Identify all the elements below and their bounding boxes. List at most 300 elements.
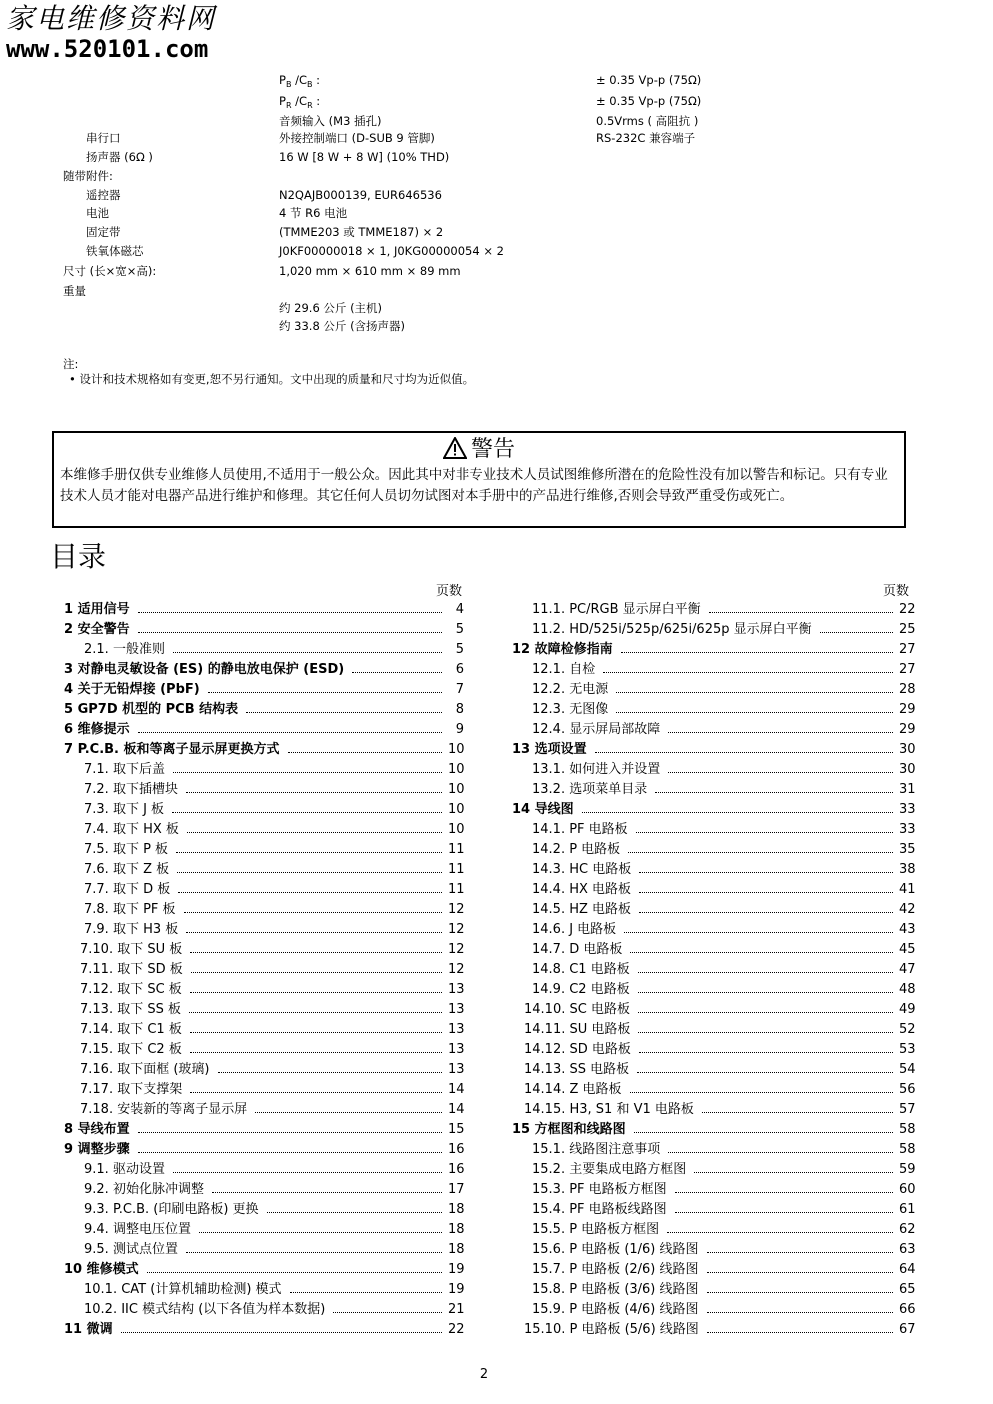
toc-entry[interactable] [512,1260,915,1280]
toc-entry[interactable] [64,1260,464,1280]
toc-entry-page: 62 [899,1222,916,1237]
toc-leader-dots [176,852,442,853]
toc-entry[interactable] [64,720,464,740]
toc-entry[interactable] [64,1160,464,1180]
toc-leader-dots [255,1112,442,1113]
toc-entry[interactable] [64,620,464,640]
spec-battery-name: 电池 [86,206,109,220]
spec-serial-name: 串行口 [86,131,121,145]
toc-entry-page: 11 [448,862,465,877]
toc-entry-label: 7.13. 取下 SS 板 [80,1002,181,1017]
spec-remote-name: 遥控器 [86,188,121,202]
toc-entry[interactable] [512,1080,915,1100]
toc-entry[interactable] [512,960,915,980]
toc-entry-label: 14.2. P 电路板 [532,842,621,857]
toc-leader-dots [707,1292,893,1293]
toc-leader-dots [668,1152,893,1153]
toc-entry[interactable] [512,1280,915,1300]
toc-entry-label: 14.13. SS 电路板 [524,1062,630,1077]
toc-entry[interactable] [512,1040,915,1060]
toc-entry[interactable] [64,1000,464,1020]
toc-entry[interactable] [64,820,464,840]
watermark-site-name: 家电维修资料网 [6,2,217,35]
toc-entry-label: 15.10. P 电路板 (5/6) 线路图 [524,1322,699,1337]
toc-right-column [512,600,915,1340]
spec-dimensions-name: 尺寸 (长×宽×高): [63,264,157,278]
spec-speaker-name: 扬声器 (6Ω ) [86,150,153,164]
toc-entry-page: 15 [448,1122,465,1137]
toc-entry-page: 21 [448,1302,465,1317]
spec-audio-label: 音频输入 (M3 插孔) [279,114,382,128]
toc-entry[interactable] [512,1220,915,1240]
toc-leader-dots [190,952,442,953]
toc-entry-label: 14.10. SC 电路板 [524,1002,630,1017]
toc-entry-label: 14.15. H3, S1 和 V1 电路板 [524,1102,694,1117]
toc-entry-label: 13.1. 如何进入并设置 [532,762,661,777]
toc-entry[interactable] [512,720,915,740]
toc-leader-dots [630,1092,893,1093]
watermark-logo [6,2,216,62]
toc-entry[interactable] [512,640,915,660]
toc-entry[interactable] [512,900,915,920]
toc-entry-page: 4 [455,602,464,617]
toc-entry-page: 65 [899,1282,916,1297]
toc-entry-page: 16 [448,1142,465,1157]
toc-leader-dots [675,1192,893,1193]
toc-entry-page: 64 [899,1262,916,1277]
toc-entry[interactable] [512,980,915,1000]
toc-entry[interactable] [64,700,464,720]
toc-leader-dots [707,1312,893,1313]
spec-band-name: 固定带 [86,225,121,239]
toc-leader-dots [630,952,893,953]
toc-leader-dots [638,1032,893,1033]
toc-leader-dots [191,972,442,973]
toc-entry[interactable] [64,640,464,660]
toc-leader-dots [186,792,442,793]
toc-leader-dots [616,692,893,693]
toc-entry-label: 7.1. 取下后盖 [84,762,165,777]
toc-entry[interactable] [512,680,915,700]
toc-entry-page: 30 [899,762,916,777]
toc-entry-page: 30 [899,742,916,757]
toc-leader-dots [138,1132,442,1133]
toc-entry-label: 14.12. SD 电路板 [524,1042,631,1057]
toc-entry-label: 10 维修模式 [64,1262,139,1277]
toc-leader-dots [636,832,893,833]
toc-entry-label: 5 GP7D 机型的 PCB 结构表 [64,702,239,717]
toc-entry[interactable] [64,660,464,680]
toc-entry[interactable] [64,1140,464,1160]
toc-entry-page: 33 [899,822,916,837]
toc-entry-label: 14.11. SU 电路板 [524,1022,631,1037]
toc-entry-page: 67 [899,1322,916,1337]
toc-leader-dots [655,792,893,793]
toc-entry-page: 11 [448,882,465,897]
toc-entry[interactable] [64,1200,464,1220]
toc-entry[interactable] [512,740,915,760]
toc-entry[interactable] [512,940,915,960]
toc-entry-label: 11 微调 [64,1322,113,1337]
toc-entry[interactable] [64,960,464,980]
toc-entry[interactable] [64,680,464,700]
toc-leader-dots [707,1252,893,1253]
toc-entry-label: 7.12. 取下 SC 板 [80,982,182,997]
toc-entry-page: 18 [448,1202,465,1217]
toc-entry-label: 12 故障检修指南 [512,642,613,657]
toc-leader-dots [707,1272,893,1273]
toc-entry-page: 22 [448,1322,465,1337]
toc-entry-page: 59 [899,1162,916,1177]
toc-entry[interactable] [512,600,915,620]
toc-entry-page: 8 [455,702,464,717]
toc-leader-dots [138,612,442,613]
toc-leader-dots [172,812,442,813]
toc-entry[interactable] [64,1040,464,1060]
toc-entry-page: 66 [899,1302,916,1317]
toc-entry[interactable] [64,900,464,920]
toc-entry-page: 38 [899,862,916,877]
toc-entry-page: 35 [899,842,916,857]
toc-leader-dots [288,752,442,753]
toc-entry-label: 7.11. 取下 SD 板 [80,962,183,977]
toc-entry-label: 7.10. 取下 SU 板 [80,942,183,957]
toc-entry[interactable] [64,600,464,620]
toc-entry[interactable] [64,1280,464,1300]
toc-entry-label: 7.16. 取下面框 (玻璃) [80,1062,210,1077]
toc-entry[interactable] [64,780,464,800]
toc-entry[interactable] [512,860,915,880]
toc-entry[interactable] [64,880,464,900]
toc-entry-page: 17 [448,1182,465,1197]
toc-leader-dots [352,672,442,673]
toc-entry[interactable] [512,1060,915,1080]
toc-entry-page: 29 [899,702,916,717]
toc-leader-dots [189,1012,442,1013]
toc-entry[interactable] [512,1200,915,1220]
toc-leader-dots [639,1052,893,1053]
toc-entry-label: 7.7. 取下 D 板 [84,882,171,897]
toc-leader-dots [138,632,442,633]
spec-serial-label: 外接控制端口 (D-SUB 9 管脚) [279,131,435,145]
toc-leader-dots [639,872,893,873]
toc-entry-page: 27 [899,662,916,677]
toc-entry-page: 13 [448,982,465,997]
toc-entry-label: 9.3. P.C.B. (印刷电路板) 更换 [84,1202,259,1217]
toc-entry-label: 7.14. 取下 C1 板 [80,1022,182,1037]
toc-entry-page: 10 [448,782,465,797]
spec-serial-value: RS-232C 兼容端子 [596,131,696,145]
spec-ferrite-name: 铁氧体磁芯 [86,244,144,258]
toc-leader-dots [290,1292,442,1293]
toc-entry[interactable] [64,760,464,780]
toc-leader-dots [634,1132,893,1133]
toc-entry-label: 15.9. P 电路板 (4/6) 线路图 [532,1302,699,1317]
toc-entry-page: 6 [455,662,464,677]
toc-entry[interactable] [512,800,915,820]
toc-entry-label: 7.4. 取下 HX 板 [84,822,179,837]
toc-entry-label: 15.7. P 电路板 (2/6) 线路图 [532,1262,699,1277]
spec-dimensions-label: 1,020 mm × 610 mm × 89 mm [279,264,461,278]
toc-leader-dots [820,632,893,633]
toc-leader-dots [668,732,893,733]
toc-entry[interactable] [512,1020,915,1040]
toc-entry-page: 56 [899,1082,916,1097]
toc-entry-label: 12.3. 无图像 [532,702,609,717]
toc-leader-dots [218,1072,443,1073]
toc-entry[interactable] [64,1220,464,1240]
toc-entry[interactable] [512,660,915,680]
toc-entry-page: 29 [899,722,916,737]
toc-entry-label: 14.9. C2 电路板 [532,982,630,997]
toc-entry-page: 18 [448,1222,465,1237]
toc-entry[interactable] [64,1100,464,1120]
toc-entry-page: 10 [448,742,465,757]
note-text: • 设计和技术规格如有变更,恕不另行通知。文中出现的质量和尺寸均为近似值。 [69,372,475,386]
toc-leader-dots [212,1192,442,1193]
toc-leader-dots [603,672,893,673]
toc-entry-page: 27 [899,642,916,657]
toc-entry[interactable] [64,920,464,940]
toc-leader-dots [173,652,442,653]
toc-leader-dots [694,1172,893,1173]
spec-band-label: (TMME203 或 TMME187) × 2 [279,225,444,239]
toc-entry-page: 42 [899,902,916,917]
toc-entry-label: 9.5. 测试点位置 [84,1242,178,1257]
toc-entry-label: 14.3. HC 电路板 [532,862,632,877]
watermark-url: www.520101.com [6,35,209,63]
toc-entry-label: 13.2. 选项菜单目录 [532,782,648,797]
toc-leader-dots [173,1172,442,1173]
toc-entry-page: 12 [448,902,465,917]
toc-entry-label: 2.1. 一般准则 [84,642,165,657]
toc-leader-dots [595,752,893,753]
toc-entry-label: 14.7. D 电路板 [532,942,623,957]
spec-battery-label: 4 节 R6 电池 [279,206,348,220]
toc-entry-page: 60 [899,1182,916,1197]
warning-text: 本维修手册仅供专业维修人员使用,不适用于一般公众。因此其中对非专业技术人员试图维修所潜在的危险性没有加以警告和标记。只有专业技术人员才能对电器产品进行维护和修理。其它任何人员切勿试图对本手册中的产品进行维修,否则会导致严重受伤或死亡。 [60,467,888,504]
toc-leader-dots [190,992,442,993]
toc-entry-label: 14.6. J 电路板 [532,922,617,937]
toc-entry[interactable] [512,700,915,720]
toc-entry-label: 6 维修提示 [64,722,130,737]
toc-entry-page: 54 [899,1062,916,1077]
toc-entry[interactable] [512,1140,915,1160]
warning-title [54,437,904,463]
toc-entry-label: 8 导线布置 [64,1122,130,1137]
toc-entry-page: 16 [448,1162,465,1177]
toc-leader-dots [186,932,442,933]
toc-entry-label: 9.4. 调整电压位置 [84,1222,191,1237]
toc-entry[interactable] [512,760,915,780]
toc-leader-dots [190,1052,442,1053]
toc-leader-dots [184,912,442,913]
spec-remote-label: N2QAJB000139, EUR646536 [279,188,442,202]
toc-entry-label: 14.14. Z 电路板 [524,1082,622,1097]
toc-entry-label: 7.5. 取下 P 板 [84,842,169,857]
toc-leader-dots [616,712,893,713]
toc-leader-dots [637,1072,893,1073]
toc-entry-page: 19 [448,1282,465,1297]
toc-entry[interactable] [512,920,915,940]
toc-entry-label: 15.4. PF 电路板线路图 [532,1202,667,1217]
toc-leader-dots [138,1152,442,1153]
toc-entry[interactable] [64,800,464,820]
toc-entry-label: 15 方框图和线路图 [512,1122,626,1137]
toc-entry-page: 33 [899,802,916,817]
spec-accessories-name: 随带附件: [63,169,113,183]
toc-entry[interactable] [64,940,464,960]
toc-leader-dots [638,992,893,993]
toc-entry[interactable] [512,620,915,640]
toc-entry[interactable] [64,1240,464,1260]
toc-entry[interactable] [512,820,915,840]
spec-pr-value: ± 0.35 Vp-p (75Ω) [596,94,702,108]
toc-entry[interactable] [64,1320,464,1340]
toc-entry[interactable] [64,740,464,760]
spec-weight-main: 约 29.6 公斤 (主机) [279,301,383,315]
toc-leader-dots [628,852,893,853]
toc-entry-label: 9.2. 初始化脉冲调整 [84,1182,204,1197]
toc-leader-dots [121,1332,442,1333]
toc-entry-label: 7.3. 取下 J 板 [84,802,165,817]
toc-entry-page: 13 [448,1062,465,1077]
toc-entry-label: 14 导线图 [512,802,574,817]
toc-entry-page: 10 [448,762,465,777]
toc-entry[interactable] [64,860,464,880]
toc-entry-label: 15.2. 主要集成电路方框图 [532,1162,687,1177]
toc-entry-label: 15.5. P 电路板方框图 [532,1222,660,1237]
toc-entry[interactable] [512,1240,915,1260]
toc-entry-label: 10.1. CAT (计算机辅助检测) 模式 [84,1282,282,1297]
toc-entry[interactable] [64,1300,464,1320]
toc-leader-dots [177,872,442,873]
toc-entry-page: 12 [448,962,465,977]
toc-entry-label: 7.8. 取下 PF 板 [84,902,176,917]
toc-entry[interactable] [512,1300,915,1320]
toc-leader-dots [667,1232,893,1233]
warning-triangle-icon [443,437,467,459]
toc-entry-page: 22 [899,602,916,617]
toc-entry-page: 7 [455,682,464,697]
toc-entry-label: 9.1. 驱动设置 [84,1162,165,1177]
toc-entry[interactable] [64,1020,464,1040]
toc-entry-page: 18 [448,1242,465,1257]
toc-entry-page: 13 [448,1042,465,1057]
toc-entry[interactable] [512,1160,915,1180]
toc-leader-dots [246,712,442,713]
note-title: 注: [63,357,79,371]
toc-entry-label: 7.15. 取下 C2 板 [80,1042,182,1057]
toc-entry-label: 10.2. IIC 模式结构 (以下各值为样本数据) [84,1302,326,1317]
toc-leader-dots [675,1212,893,1213]
toc-entry-label: 7.17. 取下支撑架 [80,1082,183,1097]
toc-leader-dots [178,892,442,893]
toc-left-page-header: 页数 [436,584,463,599]
toc-leader-dots [333,1312,442,1313]
toc-entry-page: 25 [899,622,916,637]
toc-entry-page: 5 [455,622,464,637]
toc-entry[interactable] [512,1000,915,1020]
toc-entry-label: 12.4. 显示屏局部故障 [532,722,661,737]
toc-leader-dots [267,1212,442,1213]
toc-entry-label: 14.8. C1 电路板 [532,962,630,977]
toc-entry-page: 19 [448,1262,465,1277]
toc-entry-page: 43 [899,922,916,937]
toc-entry-label: 7.6. 取下 Z 板 [84,862,170,877]
toc-entry-label: 12.1. 自检 [532,662,596,677]
toc-entry-page: 14 [448,1102,465,1117]
toc-entry-label: 7.9. 取下 H3 板 [84,922,179,937]
toc-entry[interactable] [512,1120,915,1140]
toc-entry-page: 49 [899,1002,916,1017]
spec-speaker-label: 16 W [8 W + 8 W] (10% THD) [279,150,450,164]
toc-entry-label: 7 P.C.B. 板和等离子显示屏更换方式 [64,742,280,757]
toc-entry-page: 47 [899,962,916,977]
toc-leader-dots [707,1332,893,1333]
toc-entry[interactable] [512,840,915,860]
toc-entry-page: 12 [448,922,465,937]
toc-entry-page: 58 [899,1142,916,1157]
toc-entry-label: 7.2. 取下插槽块 [84,782,178,797]
toc-entry-page: 58 [899,1122,916,1137]
toc-leader-dots [638,1012,893,1013]
toc-entry[interactable] [512,880,915,900]
toc-leader-dots [199,1232,442,1233]
toc-leader-dots [709,612,893,613]
toc-entry-label: 13 选项设置 [512,742,587,757]
toc-entry[interactable] [64,1080,464,1100]
toc-leader-dots [621,652,893,653]
toc-entry-page: 10 [448,822,465,837]
toc-entry-page: 11 [448,842,465,857]
toc-entry-label: 12.2. 无电源 [532,682,609,697]
toc-entry[interactable] [64,840,464,860]
toc-entry-label: 1 适用信号 [64,602,130,617]
toc-entry[interactable] [64,1060,464,1080]
toc-entry-page: 5 [455,642,464,657]
toc-entry-page: 52 [899,1022,916,1037]
toc-entry-page: 31 [899,782,916,797]
toc-entry-label: 3 对静电灵敏设备 (ES) 的静电放电保护 (ESD) [64,662,345,677]
toc-entry-label: 15.3. PF 电路板方框图 [532,1182,667,1197]
toc-entry-label: 2 安全警告 [64,622,130,637]
toc-entry-label: 15.6. P 电路板 (1/6) 线路图 [532,1242,699,1257]
toc-entry-page: 45 [899,942,916,957]
toc-right-page-header: 页数 [883,584,910,599]
toc-leader-dots [138,732,442,733]
toc-left-column [64,600,464,1340]
toc-entry-page: 10 [448,802,465,817]
toc-leader-dots [639,912,893,913]
toc-entry-page: 63 [899,1242,916,1257]
toc-entry[interactable] [512,1320,915,1340]
toc-entry[interactable] [64,1180,464,1200]
spec-audio-value: 0.5Vrms ( 高阻抗 ) [596,114,699,128]
toc-entry-page: 13 [448,1002,465,1017]
warning-box [52,431,906,528]
toc-entry[interactable] [512,780,915,800]
toc-entry-label: 9 调整步骤 [64,1142,130,1157]
toc-entry[interactable] [64,1120,464,1140]
toc-entry[interactable] [512,1100,915,1120]
toc-entry[interactable] [64,980,464,1000]
spec-ferrite-label: J0KF00000018 × 1, J0KG00000054 × 2 [279,244,504,258]
toc-entry[interactable] [512,1180,915,1200]
toc-entry-label: 15.8. P 电路板 (3/6) 线路图 [532,1282,699,1297]
toc-entry-label: 11.2. HD/525i/525p/625i/625p 显示屏白平衡 [532,622,812,637]
toc-leader-dots [702,1112,893,1113]
